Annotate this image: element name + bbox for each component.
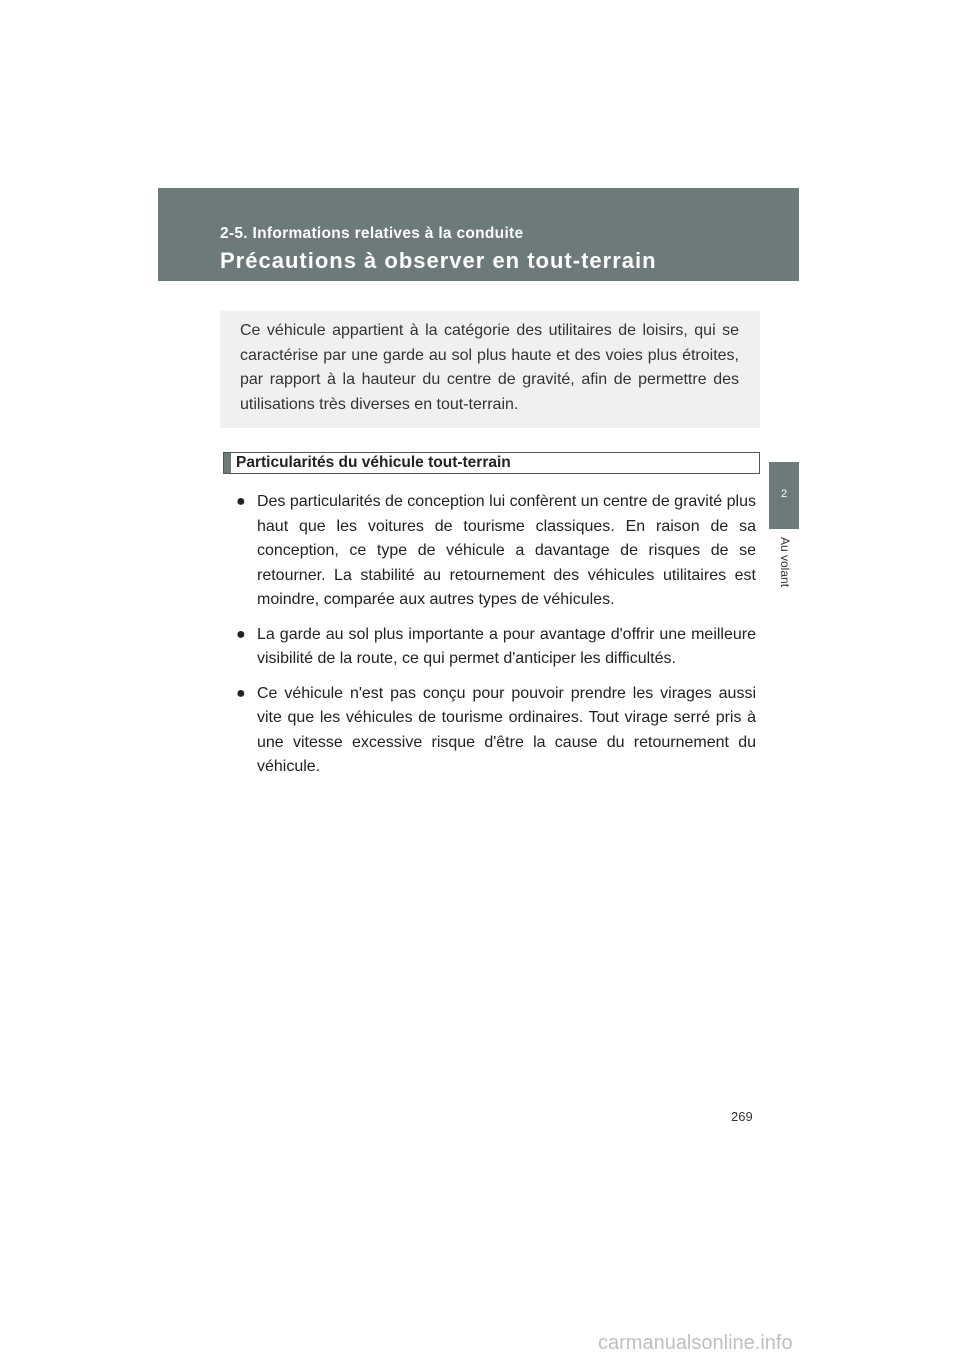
- bullet-icon: ●: [236, 625, 246, 643]
- list-item-text: La garde au sol plus importante a pour avantage d'offrir une meilleure visibilité de la route, ce qui permet d'anticiper les difficultés.: [257, 625, 756, 667]
- page-title: Précautions à observer en tout-terrain: [220, 248, 657, 273]
- chapter-label: Au volant: [778, 537, 792, 588]
- subsection-accent-bar: [224, 453, 231, 473]
- bullet-icon: ●: [236, 684, 246, 702]
- intro-text: Ce véhicule appartient à la catégorie des utilitaires de loisirs, qui se caractérise par une garde au sol plus haute et des voies plus étroites, par rapport à la hauteur du centre de gravité, afin de permettre des utilisations très diverses en tout-terrain.: [240, 322, 739, 413]
- section-header: [158, 188, 799, 281]
- list-item: [236, 682, 756, 780]
- list-item-text: Des particularités de conception lui confèrent un centre de gravité plus haut que les voitures de tourisme classiques. En raison de sa conception, ce type de véhicule a davantage de risques de se retourner. La stabilité au retournement des véhicules utilitaires est moindre, comparée aux autres types de véhicules.: [257, 493, 756, 608]
- chapter-tab: [769, 462, 799, 529]
- watermark: carmanualsonline.info: [598, 1332, 793, 1354]
- page-number: 269: [731, 1109, 753, 1124]
- chapter-number: 2: [780, 488, 788, 500]
- intro-box: [220, 311, 760, 428]
- bullet-icon: ●: [236, 493, 246, 510]
- list-item-text: Ce véhicule n'est pas conçu pour pouvoir prendre les virages aussi vite que les véhicules de tourisme ordinaires. Tout virage serré pris à une vitesse excessive risque d'être la cause du retournement du véhicule.: [257, 684, 756, 775]
- section-label: 2-5. Informations relatives à la conduite: [220, 225, 524, 242]
- subsection-heading: [223, 452, 760, 474]
- list-item: [236, 490, 756, 613]
- bullet-list: [236, 490, 756, 790]
- list-item: [236, 623, 756, 672]
- subsection-title: Particularités du véhicule tout-terrain: [236, 454, 511, 471]
